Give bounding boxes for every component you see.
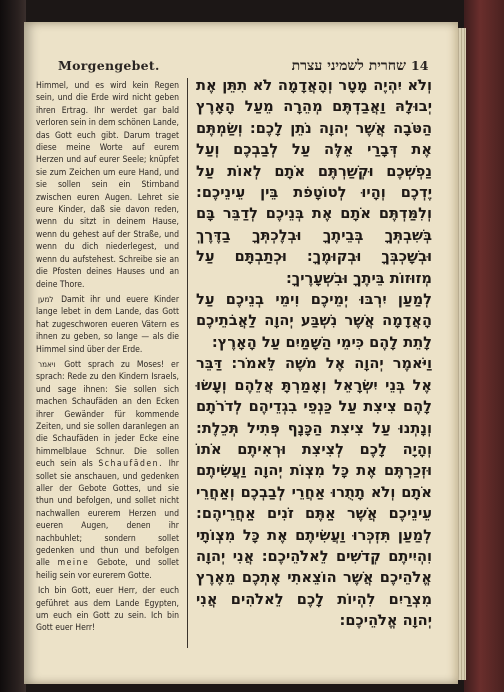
hebrew-paragraph-2: לְמַעַן יִרְבּוּ יְמֵיכֶם וִימֵי בְנֵיכֶם עַל הָאֲדָמָה אֲשֶׁר נִשְׁבַּע יְהוָה לַאֲבֹתֵיכֶם לָתֵת לָהֶם כִּימֵי הַשָּׁמַיִם עַל הָאָרֶץ: (196, 291, 432, 351)
spaced-word: meine (57, 558, 90, 569)
page-number: 14 (411, 58, 429, 73)
hebrew-paragraph-1: וְלֹא יִהְיֶה מָטָר וְהָאֲדָמָה לֹא תִתֵּן אֶת יְבוּלָהּ וַאֲבַדְתֶּם מְהֵרָה מֵעַל הָאָרֶץ הַטֹּבָה אֲשֶׁר יְהוָה נֹתֵן לָכֶם: וְשַׂמְתֶּם אֶת דְּבָרַי אֵלֶּה עַל לְבַבְכֶם וְעַל נַפְשְׁכֶם וּקְשַׁרְתֶּם אֹתָם לְאוֹת עַל יֶדְכֶם וְהָיוּ לְטוֹטָפֹת בֵּין עֵינֵיכֶם: וְלִמַּדְתֶּם אֹתָם אֶת בְּנֵיכֶם לְדַבֵּר בָּם בְּשִׁבְתְּךָ בְּבֵיתֶךָ וּבְלֶכְתְּךָ בַדֶּרֶךְ וּבְשָׁכְבְּךָ וּבְקוּמֶךָ: וּכְתַבְתָּם עַל מְזוּזוֹת בֵּיתֶךָ וּבִשְׁעָרֶיךָ: (196, 77, 432, 287)
hebrew-running-title: שחרית לשמיני עצרת (291, 58, 406, 74)
book-cover-left (0, 0, 26, 692)
german-paragraph-1: Himmel, und es wird kein Regen sein, und die Erde wird nicht geben ihren Ertrag. Ihr werdet gar bald verloren sein in dem schönen Lande, das Gott euch gibt. Darum traget diese meine Worte auf eurem Herzen und auf eurer Seele; knüpfet sie zum Zeichen um eure Hand, und sie sollen sein ein Stirnband zwischen euren Augen. Lehret sie eure Kinder, daß sie davon reden, wenn du sitzt in deinem Hause, wenn du gehest auf der Straße, und wenn du dich niederlegest, und wenn du aufstehest. Schreibe sie an die Pfosten deines Hauses und an deine Thore. (36, 81, 179, 290)
german-paragraph-3: ויאמר Gott sprach zu Moses! er sprach: Rede zu den Kindern Israels, und sage ihnen: Sie sollen sich machen Schaufäden an den Ecken ihrer Gewänder für kommende Zeiten, und sie sollen daranlegen an die Schaufäden in jeder Ecke eine himmelblaue Schnur. Die sollen euch sein als Schaufäden. Ihr sollet sie anschauen, und gedenken aller der Gebote Gottes, und sie thun und befolgen, und sollet nicht nachwallen eurerem Herzen und eueren Augen, denen ihr nachbuhlet; sondern sollet gedenken und thun und befolgen alle meine Gebote, und sollet heilig sein vor eurerem Gotte. (36, 359, 179, 581)
book-cover-right (464, 0, 504, 692)
hebrew-catchword: ויאמר (38, 359, 56, 369)
hebrew-catchword: למען (38, 294, 54, 304)
german-paragraph-4: Ich bin Gott, euer Herr, der euch geführet aus dem Lande Egypten, um euch ein Gott zu sein. Ich bin Gott euer Herr! (36, 586, 179, 634)
german-translation-column (36, 80, 179, 638)
spaced-word: Schaufäden. (98, 459, 164, 470)
hebrew-paragraph-3: וַיֹּאמֶר יְהוָה אֶל מֹשֶׁה לֵּאמֹר: דַּבֵּר אֶל בְּנֵי יִשְׂרָאֵל וְאָמַרְתָּ אֲלֵהֶם וְעָשׂוּ לָהֶם צִיצִת עַל כַּנְפֵי בִגְדֵיהֶם לְדֹרֹתָם וְנָתְנוּ עַל צִיצִת הַכָּנָף פְּתִיל תְּכֵלֶת: וְהָיָה לָכֶם לְצִיצִת וּרְאִיתֶם אֹתוֹ וּזְכַרְתֶּם אֶת כָּל מִצְוֹת יְהוָה וַעֲשִׂיתֶם אֹתָם וְלֹא תָתֻרוּ אַחֲרֵי לְבַבְכֶם וְאַחֲרֵי עֵינֵיכֶם אֲשֶׁר אַתֶּם זֹנִים אַחֲרֵיהֶם: לְמַעַן תִּזְכְּרוּ וַעֲשִׂיתֶם אֶת כָּל מִצְוֹתָי וִהְיִיתֶם קְדֹשִׁים לֵאלֹהֵיכֶם: אֲנִי יְהוָה אֱלֹהֵיכֶם אֲשֶׁר הוֹצֵאתִי אֶתְכֶם מֵאֶרֶץ מִצְרַיִם לִהְיוֹת לָכֶם לֵאלֹהִים אֲנִי יְהוָה אֱלֹהֵיכֶם: (196, 355, 432, 630)
german-paragraph-2: למען Damit ihr und euere Kinder lange lebet in dem Lande, das Gott hat zugeschworen eueren Vätern es ihnen zu geben, so lange — als die Himmel sind über der Erde. (36, 294, 179, 355)
hebrew-text-column (196, 75, 432, 632)
column-divider (187, 78, 188, 648)
german-running-title: Morgengebet. (58, 58, 160, 73)
